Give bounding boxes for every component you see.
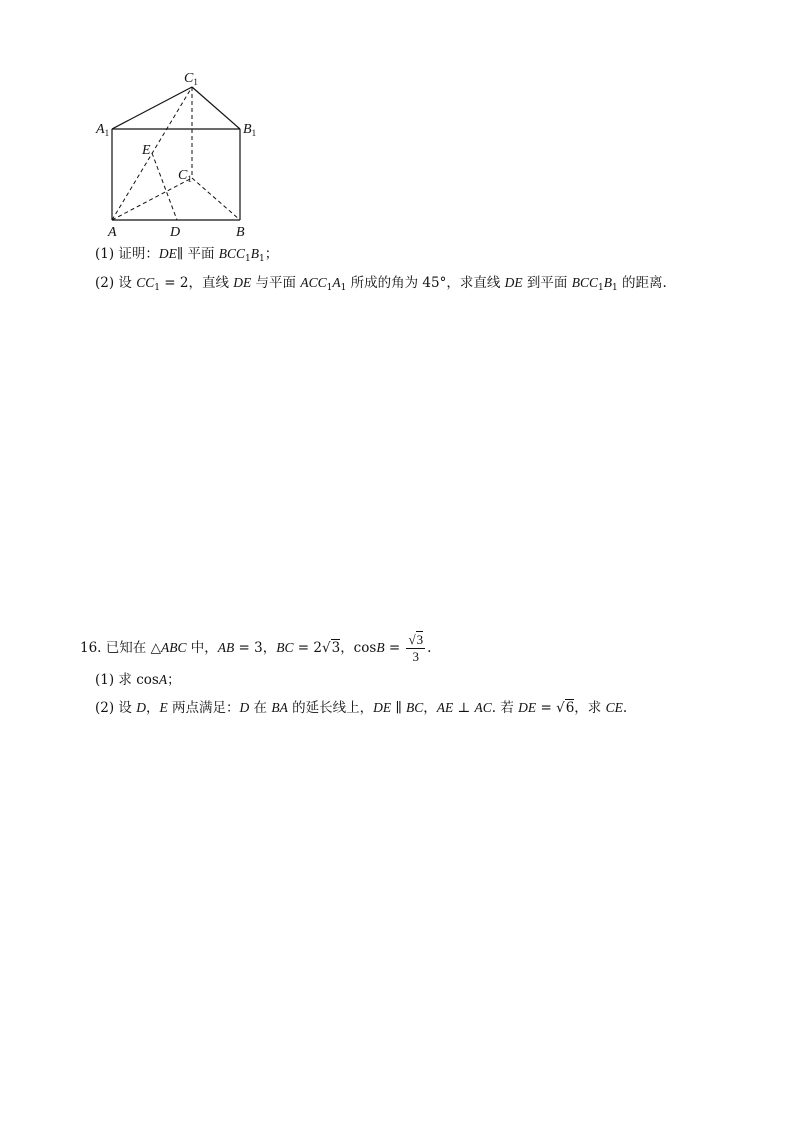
q15-part1: (1) 证明：DE∥ 平面 $BCC_1B_1$； xyxy=(95,246,279,264)
fraction-sqrt3-over-3: $\frac{√3}{3}$ xyxy=(408,632,424,664)
q16-stem: 16. 已知在 △ABC 中，AB = 3，BC = 2√3，cosB = $\frac{√3}{3}$ . xyxy=(80,632,432,664)
question-number: 16. xyxy=(80,640,102,656)
edge-c1-b1 xyxy=(192,87,240,129)
edge-a1-c1 xyxy=(112,87,192,129)
label-d: D xyxy=(170,225,181,240)
label-b: B xyxy=(236,225,245,240)
prism-diagram xyxy=(90,62,290,242)
prism-figure xyxy=(90,62,290,242)
q15-part2: (2) 设 $CC_1 = 2$，直线 DE 与平面 $ACC_1A_1$ 所成的角为 45°，求直线 DE 到平面 $BCC_1B_1$ 的距离. xyxy=(95,275,667,293)
label-e: E xyxy=(142,143,151,158)
q16-part2: (2) 设 D，E 两点满足：D 在 BA 的延长线上，DE ∥ BC，AE ⊥ AC. 若 DE = √6，求 CE. xyxy=(95,700,628,716)
edge-c-b xyxy=(192,178,240,220)
label-a: A xyxy=(108,225,117,240)
edge-a-c xyxy=(112,178,192,220)
label-a1: $A_1$ xyxy=(96,122,110,138)
label-c1: $C_1$ xyxy=(184,71,198,87)
sqrt-sign: √ xyxy=(321,640,331,656)
label-b1: $B_1$ xyxy=(243,122,257,138)
edge-e-d xyxy=(152,153,177,220)
label-c: $C_1$ xyxy=(178,168,192,184)
sqrt-sign: √ xyxy=(556,700,565,716)
q16-part1: (1) 求 cosA； xyxy=(95,672,181,688)
